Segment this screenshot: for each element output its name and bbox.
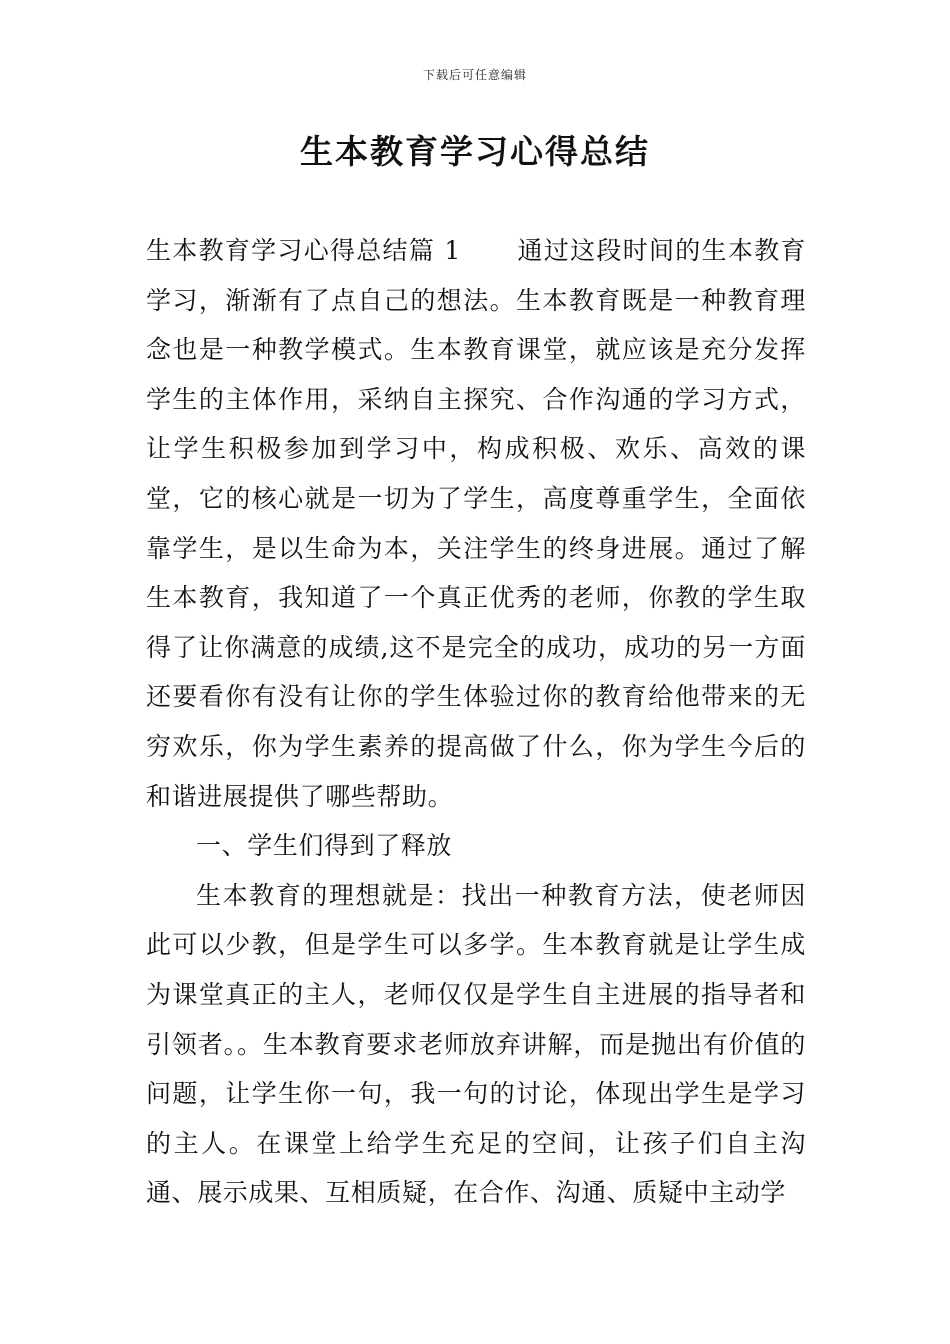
document-body <box>146 226 806 1218</box>
paragraph-2: 生本教育的理想就是：找出一种教育方法，使老师因此可以少教，但是学生可以多学。生本教育就是让学生成为课堂真正的主人，老师仅仅是学生自主进展的指导者和引领者。。生本教育要求老师放弃讲解，而是抛出有价值的问题，让学生你一句，我一句的讨论，体现出学生是学习的主人。在课堂上给学生充足的空间，让孩子们自主沟通、展示成果、互相质疑，在合作、沟通、质疑中主动学 <box>146 880 806 1208</box>
section-label: 生本教育学习心得总结篇 1 <box>146 236 461 265</box>
paragraph-intro <box>146 226 806 821</box>
section-heading-1: 一、学生们得到了释放 <box>196 831 453 861</box>
paragraph-1-text: 通过这段时间的生本教育学习，渐渐有了点自己的想法。生本教育既是一种教育理念也是一种教学模式。生本教育课堂，就应该是充分发挥学生的主体作用，采纳自主探究、合作沟通的学习方式，让学生积极参加到学习中，构成积极、欢乐、高效的课堂，它的核心就是一切为了学生，高度尊重学生，全面依靠学生，是以生命为本，关注学生的终身进展。通过了解生本教育，我知道了一个真正优秀的老师，你教的学生取得了让你满意的成绩,这不是完全的成功，成功的另一方面还要看你有没有让你的学生体验过你的教育给他带来的无穷欢乐，你为学生素养的提高做了什么，你为学生今后的和谐进展提供了哪些帮助。 <box>146 236 807 811</box>
document-title: 生本教育学习心得总结 <box>300 132 650 171</box>
header-note: 下载后可任意编辑 <box>422 68 527 82</box>
